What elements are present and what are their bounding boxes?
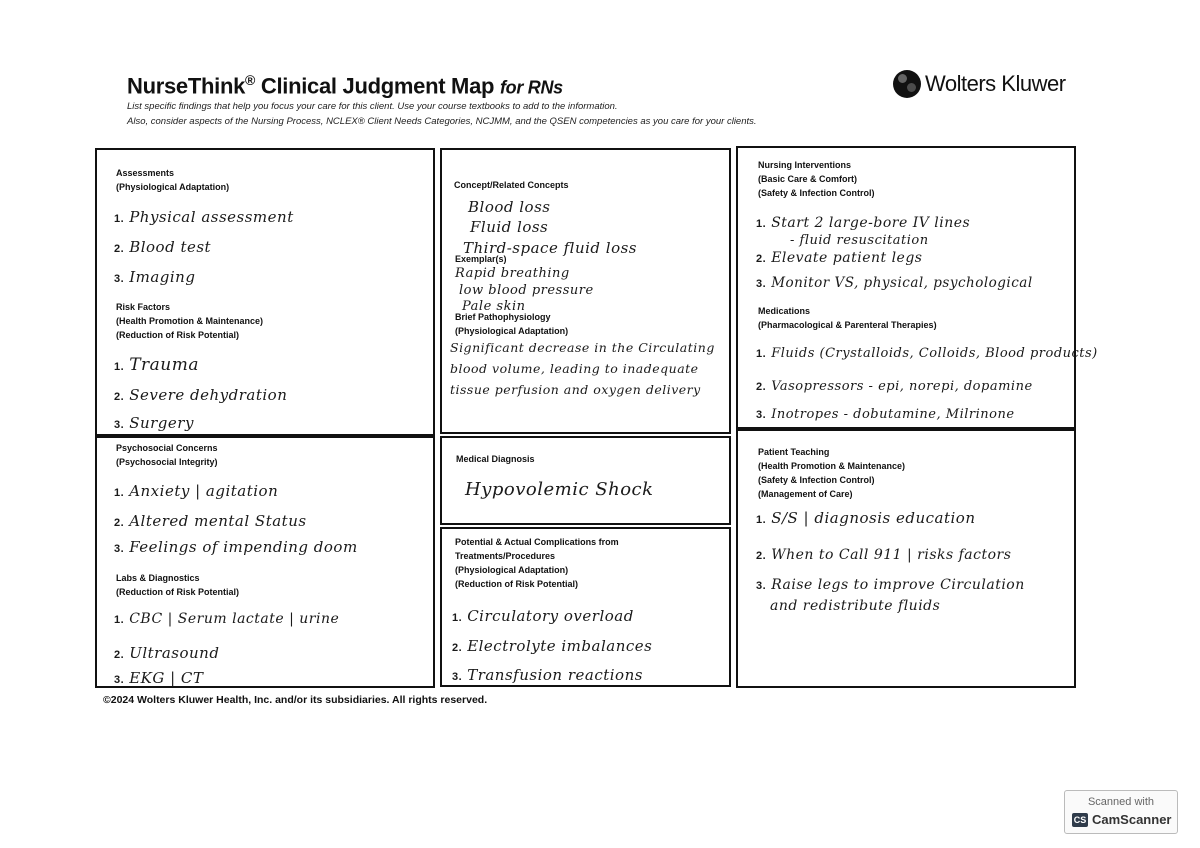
complication-item: 2. Electrolyte imbalances	[452, 637, 653, 655]
labs-heading: Labs & Diagnostics (Reduction of Risk Potential)	[116, 573, 240, 597]
psychosocial-heading: Psychosocial Concerns (Psychosocial Integrity)	[116, 443, 218, 467]
medication-item: 3. Inotropes - dobutamine, Milrinone	[756, 407, 1015, 422]
concept-item: Third-space fluid loss	[463, 239, 637, 257]
intervention-item: 3. Monitor VS, physical, psychological	[756, 275, 1033, 291]
exemplar-item: Rapid breathing	[455, 266, 570, 281]
lab-item: 2. Ultrasound	[114, 644, 220, 662]
intervention-item: 2. Elevate patient legs	[756, 250, 923, 266]
medication-item: 1. Fluids (Crystalloids, Colloids, Blood products)	[756, 346, 1098, 361]
diagnosis-value: Hypovolemic Shock	[465, 479, 654, 500]
medication-item: 2. Vasopressors - epi, norepi, dopamine	[756, 379, 1033, 394]
psychosocial-item: 2. Altered mental Status	[114, 512, 307, 530]
assessment-item: 2. Blood test	[114, 238, 212, 256]
teaching-heading: Patient Teaching (Health Promotion & Maintenance) (Safety & Infection Control) (Management of Care)	[758, 447, 906, 499]
assessment-item: 3. Imaging	[114, 268, 196, 286]
risk-factor-item: 3. Surgery	[114, 414, 194, 432]
camscanner-icon: CS	[1073, 814, 1087, 825]
pathophysiology-heading: Brief Pathophysiology (Physiological Adaptation)	[455, 312, 569, 336]
brand-logo: Wolters Kluwer	[893, 70, 1066, 98]
pathophysiology-line: blood volume, leading to inadequate	[450, 361, 699, 376]
teaching-item: 1. S/S | diagnosis education	[756, 509, 976, 527]
exemplar-item: low blood pressure	[459, 283, 594, 298]
concept-item: Fluid loss	[470, 218, 549, 236]
assessments-heading: Assessments (Physiological Adaptation)	[116, 168, 230, 192]
complication-item: 3. Transfusion reactions	[452, 666, 643, 684]
diagnosis-heading: Medical Diagnosis	[456, 454, 535, 464]
exemplars-heading: Exemplar(s)	[455, 254, 507, 264]
complication-item: 1. Circulatory overload	[452, 607, 634, 625]
risk-factors-heading: Risk Factors (Health Promotion & Maintenance) (Reduction of Risk Potential)	[116, 302, 264, 340]
exemplar-item: Pale skin	[462, 299, 526, 314]
page-title: NurseThink® Clinical Judgment Map for RNs	[127, 72, 563, 99]
concepts-heading: Concept/Related Concepts	[454, 180, 569, 190]
medications-heading: Medications (Pharmacological & Parenteral Therapies)	[758, 306, 937, 330]
concept-item: Blood loss	[468, 198, 551, 216]
psychosocial-item: 3. Feelings of impending doom	[114, 538, 358, 556]
teaching-item: 2. When to Call 911 | risks factors	[756, 547, 1012, 563]
teaching-item: 3. Raise legs to improve Circulation	[756, 577, 1025, 593]
wolters-kluwer-logo-icon	[893, 70, 921, 98]
assessment-item: 1. Physical assessment	[114, 208, 294, 226]
teaching-item-cont: and redistribute fluids	[770, 598, 941, 614]
interventions-heading: Nursing Interventions (Basic Care & Comfort) (Safety & Infection Control)	[758, 160, 875, 198]
copyright-notice: ©2024 Wolters Kluwer Health, Inc. and/or its subsidiaries. All rights reserved.	[103, 694, 488, 706]
lab-item: 3. EKG | CT	[114, 669, 204, 687]
intervention-item-cont: - fluid resuscitation	[790, 233, 929, 248]
pathophysiology-line: Significant decrease in the Circulating	[450, 340, 715, 355]
psychosocial-item: 1. Anxiety | agitation	[114, 482, 279, 500]
risk-factor-item: 1. Trauma	[114, 355, 199, 375]
risk-factor-item: 2. Severe dehydration	[114, 386, 288, 404]
intervention-item: 1. Start 2 large-bore IV lines	[756, 215, 971, 231]
lab-item: 1. CBC | Serum lactate | urine	[114, 611, 340, 627]
complications-heading: Potential & Actual Complications from Treatments/Procedures (Physiological Adaptation) (Reduction of Risk Potential)	[455, 537, 619, 589]
instructions-line-2: Also, consider aspects of the Nursing Process, NCLEX® Client Needs Categories, NCJMM, and the QSEN competencies as you care for your clients.	[127, 116, 757, 127]
instructions-line-1: List specific findings that help you focus your care for this client. Use your course textbooks to add to the information.	[127, 101, 618, 112]
camscanner-watermark: Scanned with CS CamScanner	[1064, 790, 1178, 834]
pathophysiology-line: tissue perfusion and oxygen delivery	[450, 382, 701, 397]
